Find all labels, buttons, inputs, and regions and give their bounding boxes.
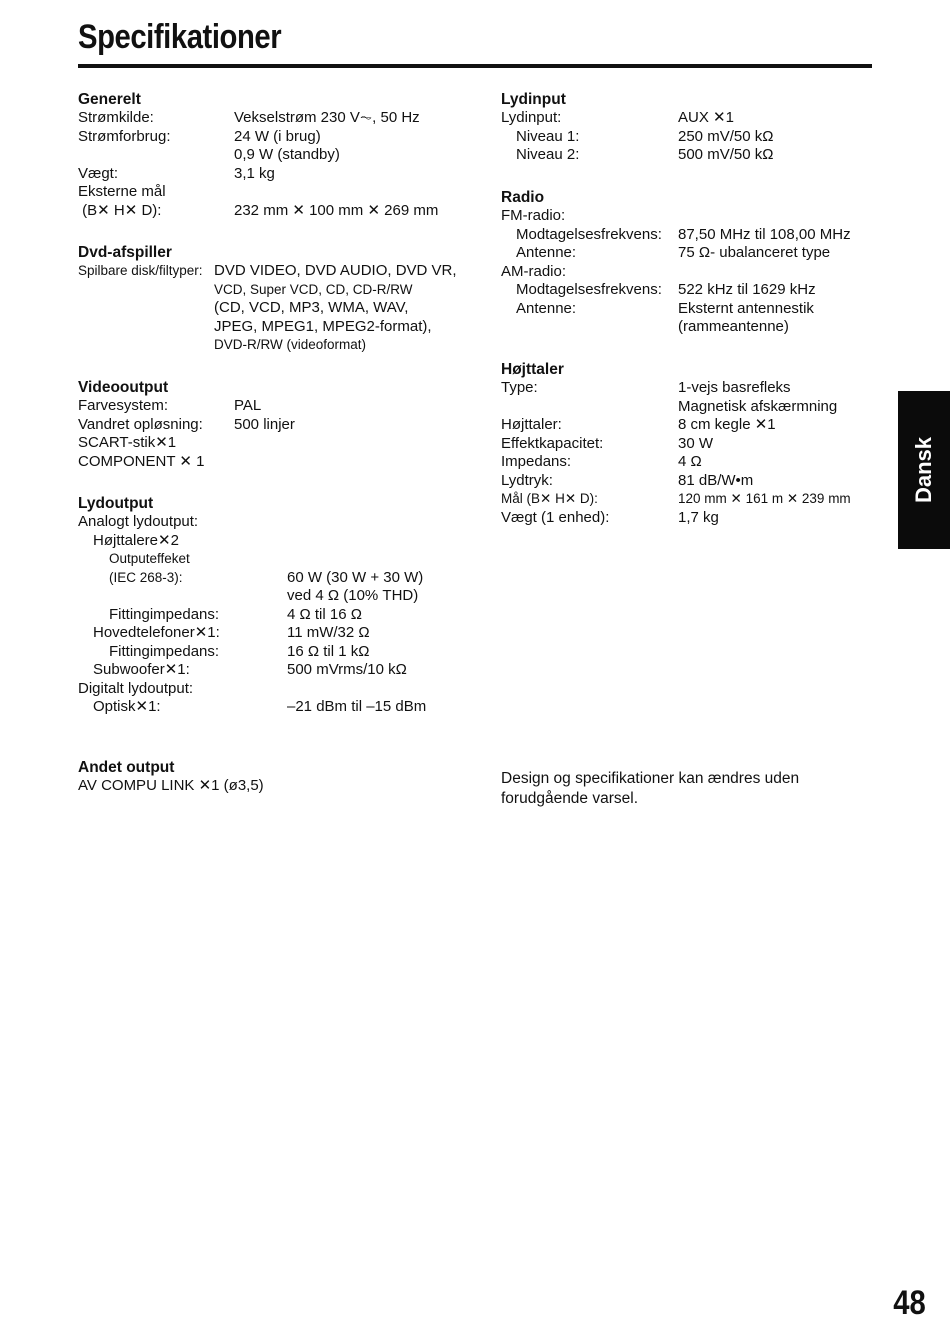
section-heading: Højttaler (501, 361, 564, 378)
spec-label: Vandret opløsning: (78, 415, 203, 433)
spec-row (501, 263, 881, 282)
section-andet-output (78, 758, 458, 796)
spec-row (78, 513, 458, 532)
spec-row (501, 435, 881, 454)
spec-row (501, 226, 881, 245)
section-heading: Lydinput (501, 91, 566, 108)
spec-row (78, 416, 458, 435)
section-heading: Andet output (78, 759, 175, 776)
spec-label: Højttalere✕2 (93, 531, 179, 549)
spec-row (78, 643, 458, 662)
spec-value: 87,50 MHz til 108,00 MHz (678, 225, 851, 243)
section-heading: Generelt (78, 91, 141, 108)
spec-value: VCD, Super VCD, CD, CD-R/RW (214, 281, 413, 297)
spec-value: 81 dB/W•m (678, 471, 754, 489)
spec-row (78, 680, 458, 699)
spec-label: Spilbare disk/filtyper: (78, 263, 203, 278)
spec-value: ved 4 Ω (10% THD) (287, 587, 419, 604)
spec-row (501, 318, 881, 337)
spec-value: 500 mVrms/10 kΩ (287, 661, 407, 678)
spec-value: PAL (234, 397, 262, 414)
spec-label: Lydtryk: (501, 471, 553, 489)
spec-row (78, 624, 458, 643)
spec-row (78, 262, 458, 281)
spec-label: Optisk✕1: (93, 698, 161, 715)
spec-label: Strømforbrug: (78, 127, 171, 145)
spec-row (501, 379, 881, 398)
spec-row (78, 183, 458, 202)
spec-value: 232 mm ✕ 100 mm ✕ 269 mm (234, 201, 439, 219)
spec-label: Effektkapacitet: (501, 434, 604, 452)
spec-row (78, 550, 458, 569)
spec-value: 1-vejs basrefleks (678, 379, 791, 396)
spec-value: 4 Ω (678, 453, 702, 470)
spec-value: 0,9 W (standby) (234, 146, 340, 163)
spec-row (78, 532, 458, 551)
spec-row (78, 318, 458, 337)
spec-row (501, 109, 881, 128)
spec-label: COMPONENT ✕ 1 (78, 452, 205, 470)
spec-value: 16 Ω til 1 kΩ (287, 642, 370, 660)
spec-value: DVD VIDEO, DVD AUDIO, DVD VR, (214, 262, 457, 279)
spec-value: 8 cm kegle ✕1 (678, 416, 776, 433)
spec-row (78, 281, 458, 300)
spec-value: 250 mV/50 kΩ (678, 127, 774, 145)
spec-label: Outputeffeket (109, 551, 190, 566)
spec-label: Mål (B✕ H✕ D): (501, 491, 598, 506)
spec-label: Vægt: (78, 164, 119, 182)
spec-label: Type: (501, 379, 538, 396)
spec-value: Vekselstrøm 230 V⏦, 50 Hz (234, 109, 420, 126)
spec-label: Lydinput: (501, 109, 562, 126)
spec-value: 522 kHz til 1629 kHz (678, 281, 816, 298)
section-heading: Radio (501, 189, 545, 206)
spec-row (78, 202, 458, 221)
spec-row (501, 281, 881, 300)
spec-row (78, 299, 458, 318)
spec-value: 11 mW/32 Ω (287, 624, 370, 641)
spec-value: 24 W (i brug) (234, 127, 321, 145)
spec-row (501, 300, 881, 319)
spec-label: Fittingimpedans: (109, 605, 220, 623)
language-tab-label: Dansk (911, 436, 936, 504)
spec-label: (IEC 268-3): (109, 569, 183, 585)
spec-label: Digitalt lydoutput: (78, 679, 194, 697)
spec-row (501, 472, 881, 491)
spec-row (78, 146, 458, 165)
title-rule (78, 64, 872, 68)
spec-row (78, 434, 458, 453)
page-number: 48 (893, 1284, 926, 1322)
spec-row (78, 606, 458, 625)
spec-value: AUX ✕1 (678, 109, 734, 126)
spec-row (501, 128, 881, 147)
spec-row (501, 146, 881, 165)
spec-row (78, 165, 458, 184)
spec-value: DVD-R/RW (videoformat) (214, 337, 367, 352)
section-videooutput (78, 378, 458, 471)
spec-label: Antenne: (516, 299, 577, 317)
spec-label: Vægt (1 enhed): (501, 508, 610, 526)
spec-row (78, 336, 458, 355)
spec-value: 30 W (678, 434, 714, 452)
page-title: Specifikationer (78, 18, 282, 56)
spec-row (501, 509, 881, 528)
spec-value: JPEG, MPEG1, MPEG2-format), (214, 317, 432, 335)
spec-row (78, 569, 458, 588)
spec-value: 1,7 kg (678, 508, 719, 526)
section-heading: Videooutput (78, 379, 169, 396)
spec-value: (rammeantenne) (678, 318, 789, 335)
spec-row (501, 453, 881, 472)
section-lydoutput (78, 494, 458, 717)
spec-value: 60 W (30 W + 30 W) (287, 568, 424, 586)
spec-row (78, 397, 458, 416)
spec-label: FM-radio: (501, 207, 566, 224)
spec-value: 4 Ω til 16 Ω (287, 605, 362, 623)
spec-row (78, 128, 458, 147)
spec-row (78, 661, 458, 680)
spec-label: Eksterne mål (78, 183, 166, 200)
spec-row (78, 587, 458, 606)
language-tab (898, 391, 950, 549)
spec-row (78, 698, 458, 717)
spec-label: AM-radio: (501, 262, 567, 280)
spec-label: Analogt lydoutput: (78, 513, 199, 530)
spec-label: Strømkilde: (78, 109, 154, 126)
spec-row (78, 777, 458, 796)
section-generelt (78, 90, 458, 220)
spec-row (78, 453, 458, 472)
spec-value: Eksternt antennestik (678, 299, 814, 317)
spec-label: Subwoofer✕1: (93, 661, 190, 678)
spec-label: Modtagelsesfrekvens: (516, 225, 662, 243)
spec-value: –21 dBm til –15 dBm (287, 698, 427, 715)
spec-row (78, 109, 458, 128)
spec-row (501, 398, 881, 417)
spec-row (501, 207, 881, 226)
spec-label: Modtagelsesfrekvens: (516, 281, 662, 298)
spec-label: AV COMPU LINK ✕1 (ø3,5) (78, 777, 264, 794)
section-heading: Dvd-afspiller (78, 244, 172, 261)
section-dvd (78, 243, 458, 355)
spec-value: (CD, VCD, MP3, WMA, WAV, (214, 299, 409, 316)
spec-label: (B✕ H✕ D): (78, 201, 162, 219)
spec-value: 500 mV/50 kΩ (678, 146, 774, 163)
spec-label: Antenne: (516, 244, 577, 261)
spec-value: Magnetisk afskærmning (678, 397, 838, 415)
section-heading: Lydoutput (78, 495, 154, 512)
spec-label: Højttaler: (501, 416, 562, 433)
spec-value: 3,1 kg (234, 164, 275, 182)
spec-row (501, 244, 881, 263)
spec-row (501, 416, 881, 435)
spec-label: Impedans: (501, 453, 572, 470)
spec-value: 75 Ω- ubalanceret type (678, 244, 831, 261)
spec-label: Niveau 2: (516, 146, 580, 163)
section-lydinput (501, 90, 881, 165)
spec-label: Farvesystem: (78, 397, 169, 414)
spec-label: Hovedtelefoner✕1: (93, 624, 220, 641)
spec-label: Niveau 1: (516, 127, 580, 145)
spec-value: 120 mm ✕ 161 m ✕ 239 mm (678, 491, 851, 506)
spec-value: 500 linjer (234, 415, 295, 433)
spec-label: Fittingimpedans: (109, 642, 220, 660)
spec-row (501, 490, 881, 509)
disclaimer-note: Design og specifikationer kan ændres uden forudgående varsel. (501, 770, 800, 807)
section-hojttaler (501, 360, 881, 527)
section-radio (501, 188, 881, 337)
spec-label: SCART-stik✕1 (78, 434, 177, 451)
